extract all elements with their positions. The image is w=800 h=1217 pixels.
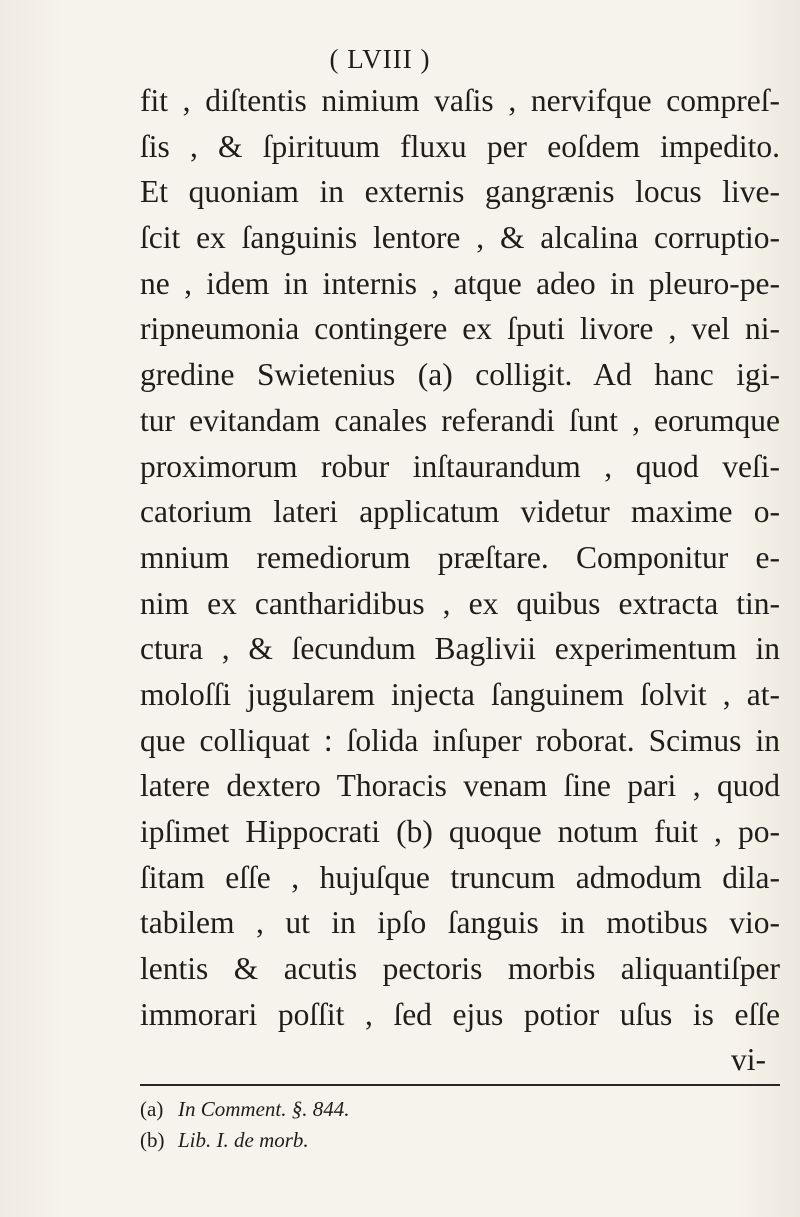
text-line: Et quoniam in externis gangrænis locus live- xyxy=(140,174,780,210)
text-line: mnium remediorum præſtare. Componitur e- xyxy=(140,539,780,575)
footnotes xyxy=(140,1094,780,1156)
text-line: tabilem , ut in ipſo ſanguis in motibus vio- xyxy=(140,905,780,941)
text-line: fit , diſtentis nimium vaſis , nervifque compreſ- xyxy=(140,83,780,118)
text-line: ne , idem in internis , atque adeo in pleuro-pe- xyxy=(140,265,780,301)
text-line: proximorum robur inſtaurandum , quod veſi- xyxy=(140,448,780,484)
footnote-ref: (b) xyxy=(140,1128,165,1152)
page-header xyxy=(0,44,800,75)
text-line: ipſimet Hippocrati (b) quoque notum fuit , po- xyxy=(140,814,780,849)
footnote-text: In Comment. §. 844. xyxy=(178,1097,350,1121)
text-line: nim ex cantharidibus , ex quibus extracta tin- xyxy=(140,585,780,621)
text-line: ſitam eſſe , hujuſque truncum admodum dila- xyxy=(140,859,780,895)
text-line: ripneumonia contingere ex ſputi livore , vel ni- xyxy=(140,311,780,347)
body-text xyxy=(140,78,780,1083)
text-line: catorium lateri applicatum videtur maxime o- xyxy=(140,494,780,530)
page-number: ( LVIII ) xyxy=(329,44,431,74)
text-line: gredine Swietenius (a) colligit. Ad hanc igi- xyxy=(140,357,780,393)
text-line: ctura , & ſecundum Baglivii experimentum in xyxy=(140,631,780,667)
text-line: immorari poſſit , ſed ejus potior uſus is eſſe xyxy=(140,996,780,1032)
text-line: moloſſi jugularem injecta ſanguinem ſolvit , at- xyxy=(140,676,780,712)
catchword: vi- xyxy=(731,1042,766,1078)
footnote-a xyxy=(140,1094,780,1125)
text-line: ſis , & ſpirituum fluxu per eoſdem impedito. xyxy=(140,128,780,164)
text-line: que colliquat : ſolida inſuper roborat. Scimus in xyxy=(140,722,780,758)
text-line: tur evitandam canales referandi ſunt , eorumque xyxy=(140,402,780,438)
footnote-b xyxy=(140,1125,780,1156)
footnote-rule xyxy=(140,1084,780,1086)
text-line: ſcit ex ſanguinis lentore , & alcalina corruptio- xyxy=(140,220,780,256)
footnote-ref: (a) xyxy=(140,1097,164,1121)
text-line: latere dextero Thoracis venam ſine pari , quod xyxy=(140,768,780,804)
footnote-text: Lib. I. de morb. xyxy=(178,1128,309,1152)
text-line: lentis & acutis pectoris morbis aliquantiſper xyxy=(140,951,780,987)
